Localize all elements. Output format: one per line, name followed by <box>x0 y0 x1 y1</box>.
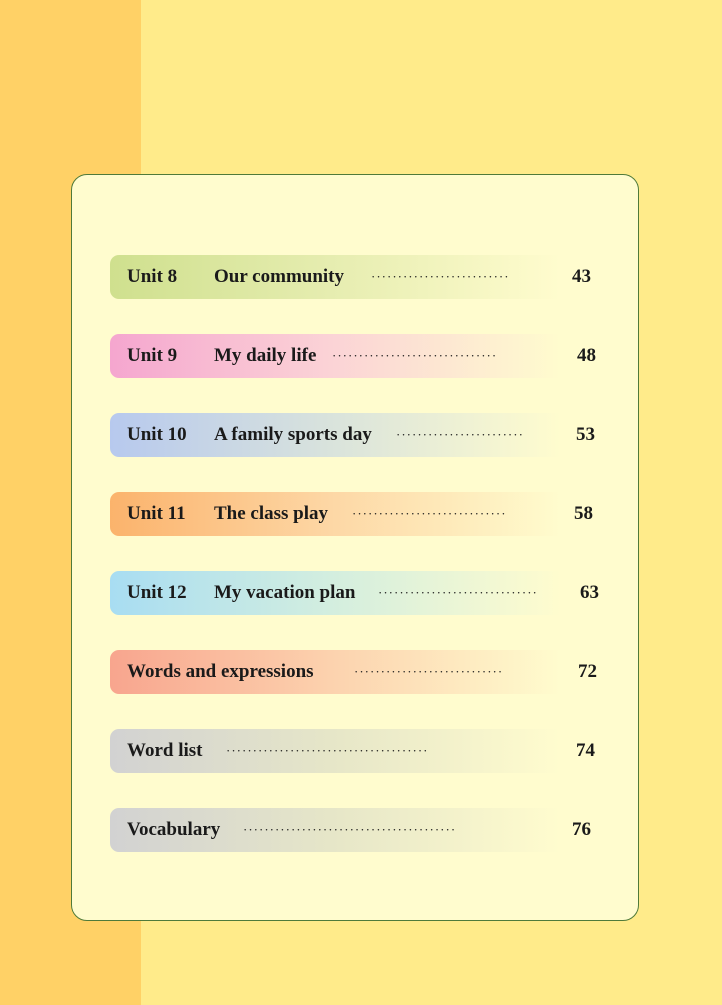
toc-leader-dots: ····························· <box>352 506 507 521</box>
toc-row-words-and-expressions[interactable] <box>110 650 600 694</box>
toc-leader-dots: ·························· <box>371 269 510 284</box>
toc-title: The class play <box>214 503 329 524</box>
toc-row-unit-12[interactable] <box>110 571 600 615</box>
toc-page-number: 48 <box>577 345 596 366</box>
toc-row-unit-8[interactable] <box>110 255 600 299</box>
toc-title: My vacation plan <box>214 582 356 603</box>
toc-title: Our community <box>214 266 345 287</box>
toc-page-number: 63 <box>580 582 599 603</box>
toc-title: My daily life <box>214 345 317 366</box>
toc-row-unit-9[interactable] <box>110 334 600 378</box>
toc-page-number: 76 <box>572 819 591 840</box>
toc-unit-label: Unit 8 <box>127 266 178 287</box>
toc-title: A family sports day <box>214 424 372 445</box>
toc-leader-dots: ········································ <box>243 822 457 837</box>
toc-row-vocabulary[interactable] <box>110 808 600 852</box>
toc-page-number: 53 <box>576 424 595 445</box>
toc-page-number: 74 <box>576 740 595 761</box>
toc-title: Word list <box>127 740 203 761</box>
toc-leader-dots: ···························· <box>354 664 504 679</box>
toc-row-unit-11[interactable] <box>110 492 600 536</box>
toc-title: Words and expressions <box>127 661 314 682</box>
toc-unit-label: Unit 11 <box>127 503 186 524</box>
toc-unit-label: Unit 9 <box>127 345 178 366</box>
toc-row-word-list[interactable] <box>110 729 600 773</box>
toc-page-number: 58 <box>574 503 593 524</box>
toc-unit-label: Unit 12 <box>127 582 187 603</box>
toc-unit-label: Unit 10 <box>127 424 187 445</box>
toc-page-number: 72 <box>578 661 597 682</box>
toc-leader-dots: ······························ <box>378 585 538 600</box>
toc-leader-dots: ······································ <box>226 743 429 758</box>
toc-title: Vocabulary <box>127 819 221 840</box>
toc-leader-dots: ························ <box>396 427 524 442</box>
toc-leader-dots: ······························· <box>332 348 498 363</box>
toc-row-unit-10[interactable] <box>110 413 600 457</box>
toc-page-number: 43 <box>572 266 591 287</box>
